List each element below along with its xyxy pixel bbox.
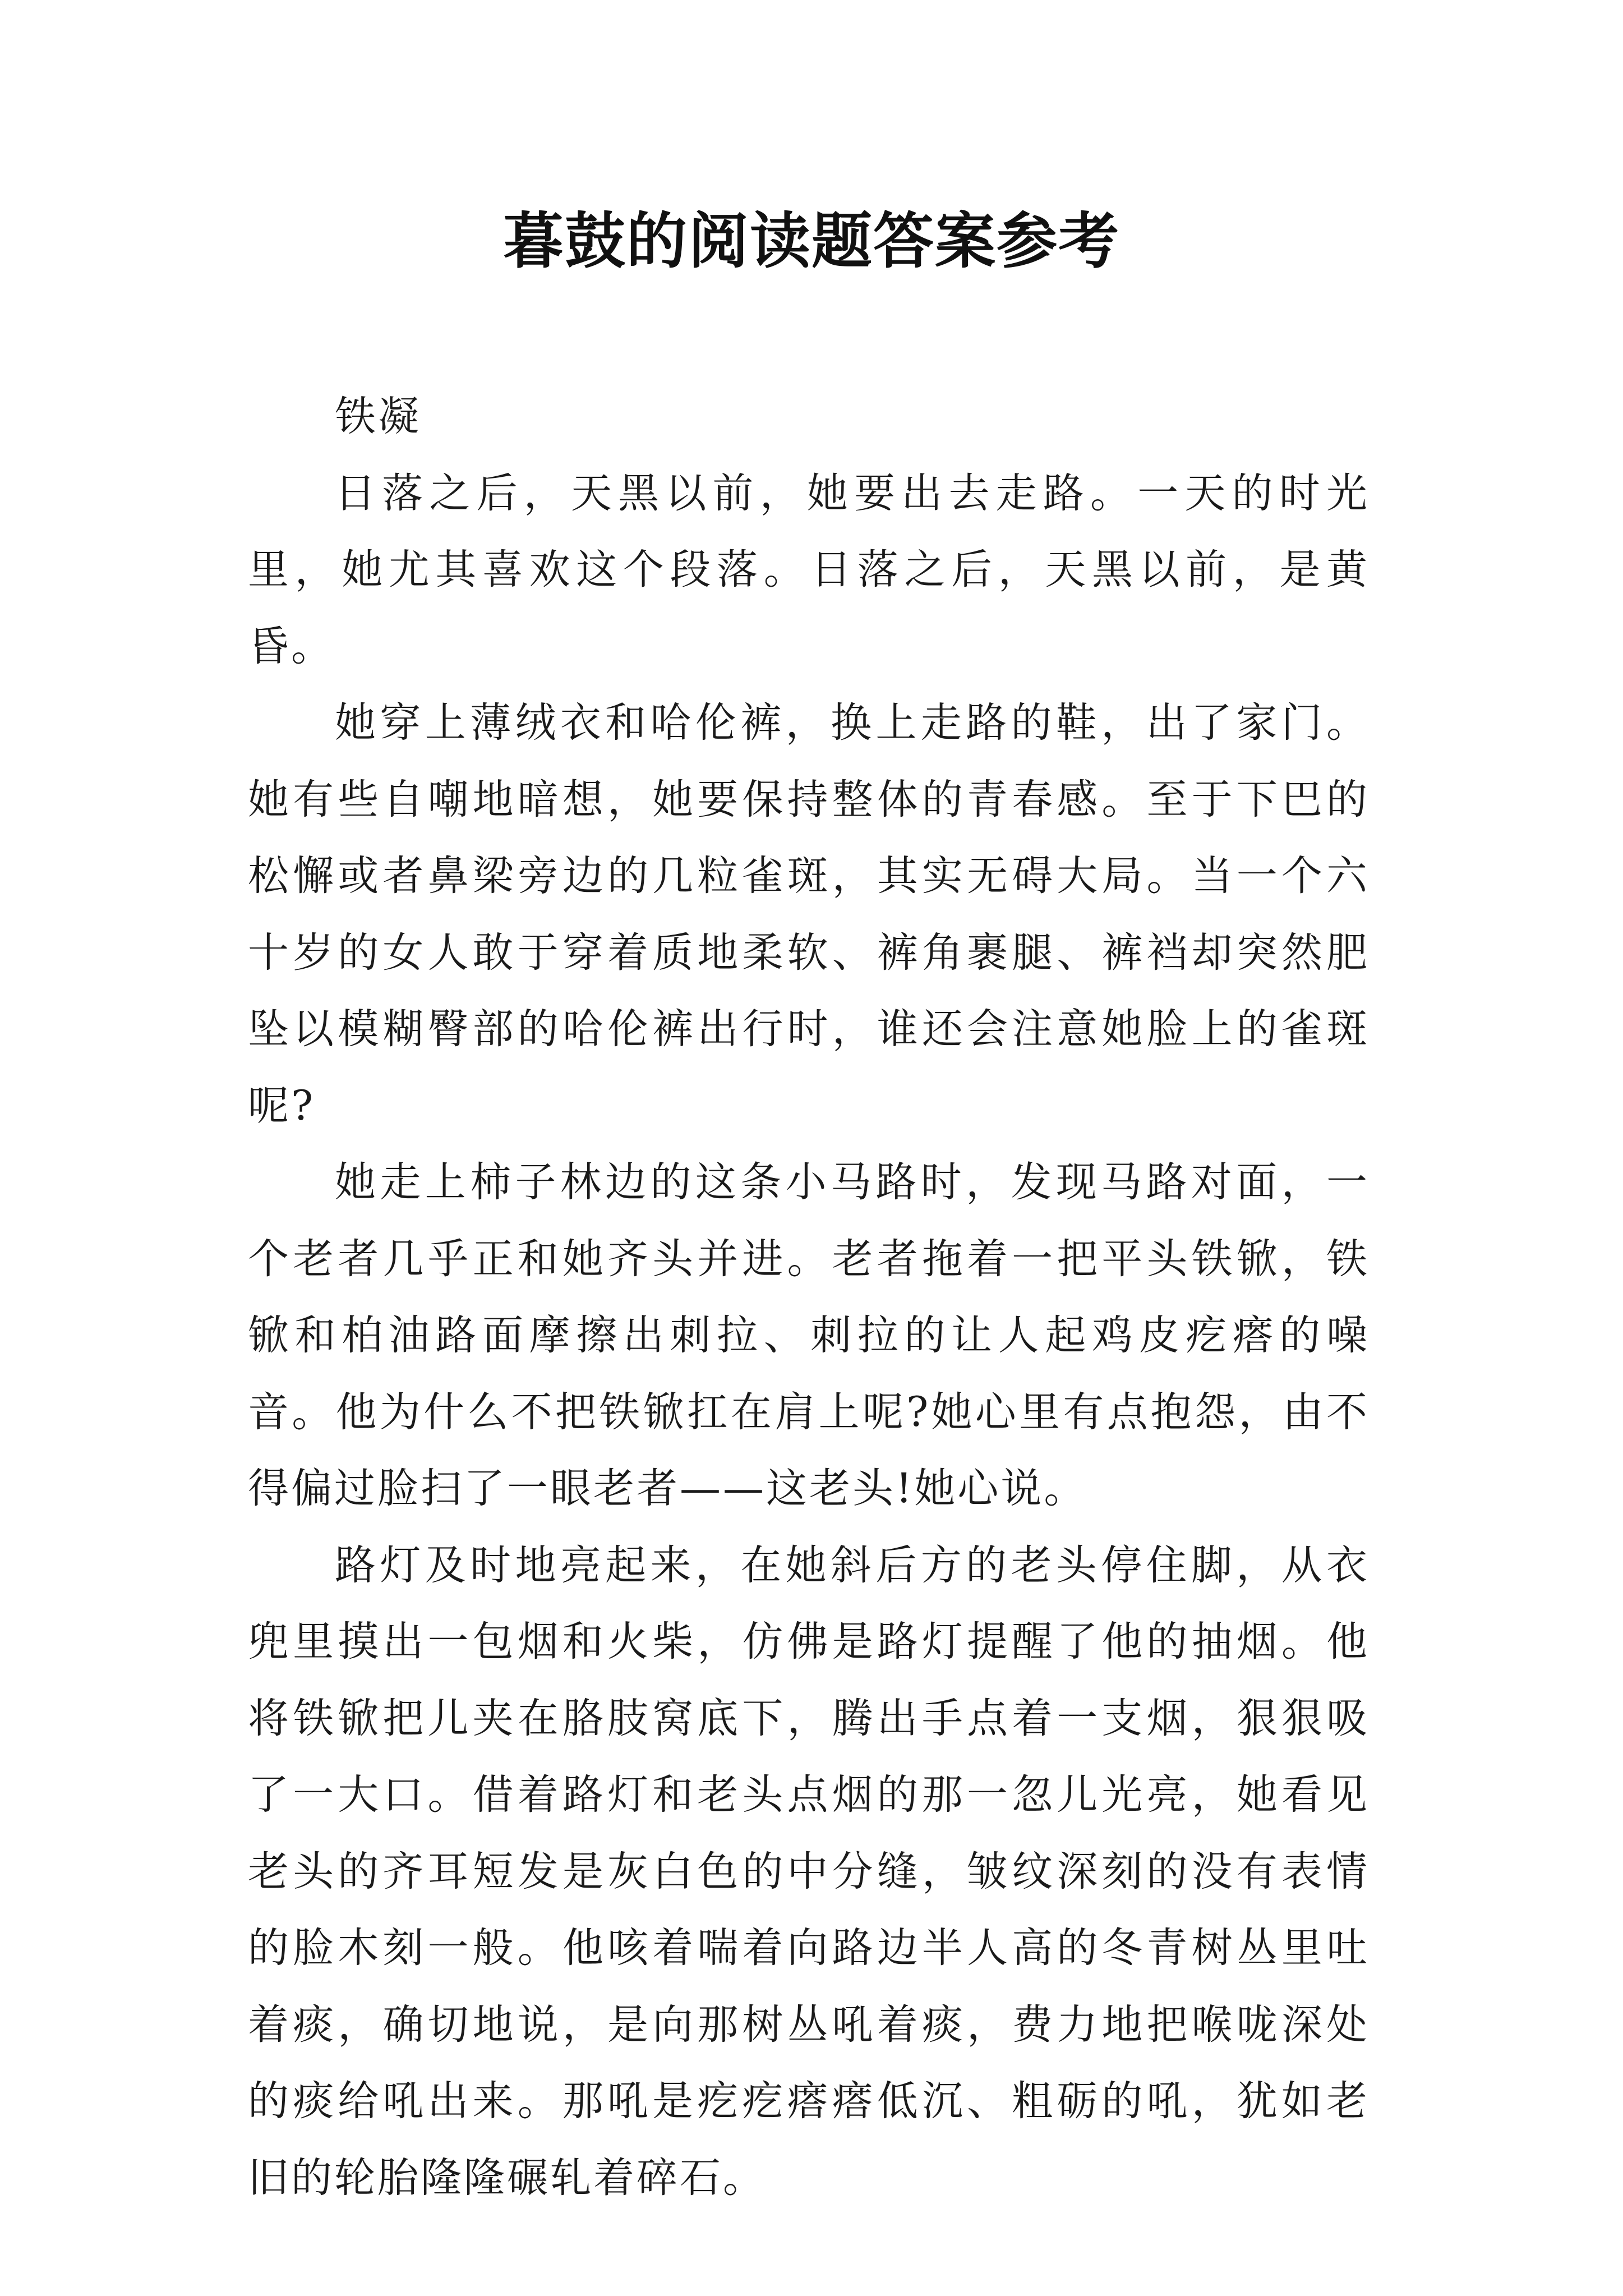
paragraph: 日落之后，天黑以前，她要出去走路。一天的时光里，她尤其喜欢这个段落。日落之后，天黑以前，是黄昏。	[248, 469, 1370, 670]
paragraph: 她穿上薄绒衣和哈伦裤，换上走路的鞋，出了家门。她有些自嘲地暗想，她要保持整体的青春感。至于下巴的松懈或者鼻梁旁边的几粒雀斑，其实无碍大局。当一个六十岁的女人敢于穿着质地柔软、裤角裹腿、裤裆却突然肥坠以模糊臀部的哈伦裤出行时，谁还会注意她脸上的雀斑呢?	[248, 699, 1370, 1130]
paragraph: 她走上柿子林边的这条小马路时，发现马路对面，一个老者几乎正和她齐头并进。老者拖着一把平头铁锨，铁锨和柏油路面摩擦出刺拉、刺拉的让人起鸡皮疙瘩的噪音。他为什么不把铁锨扛在肩上呢?她心里有点抱怨，由不得偏过脸扫了一眼老者——这老头!她心说。	[248, 1158, 1370, 1512]
article-body	[248, 379, 1370, 2216]
paragraph: 路灯及时地亮起来，在她斜后方的老头停住脚，从衣兜里摸出一包烟和火柴，仿佛是路灯提醒了他的抽烟。他将铁锨把儿夹在胳肢窝底下，腾出手点着一支烟，狠狠吸了一大口。借着路灯和老头点烟的那一忽儿光亮，她看见老头的齐耳短发是灰白色的中分缝，皱纹深刻的没有表情的脸木刻一般。他咳着喘着向路边半人高的冬青树丛里吐着痰，确切地说，是向那树丛吼着痰，费力地把喉咙深处的痰给吼出来。那吼是疙疙瘩瘩低沉、粗砺的吼，犹如老旧的轮胎隆隆碾轧着碎石。	[248, 1541, 1370, 2202]
document-title: 暮鼓的阅读题答案参考	[502, 206, 1120, 277]
author-line: 铁凝	[335, 393, 421, 440]
